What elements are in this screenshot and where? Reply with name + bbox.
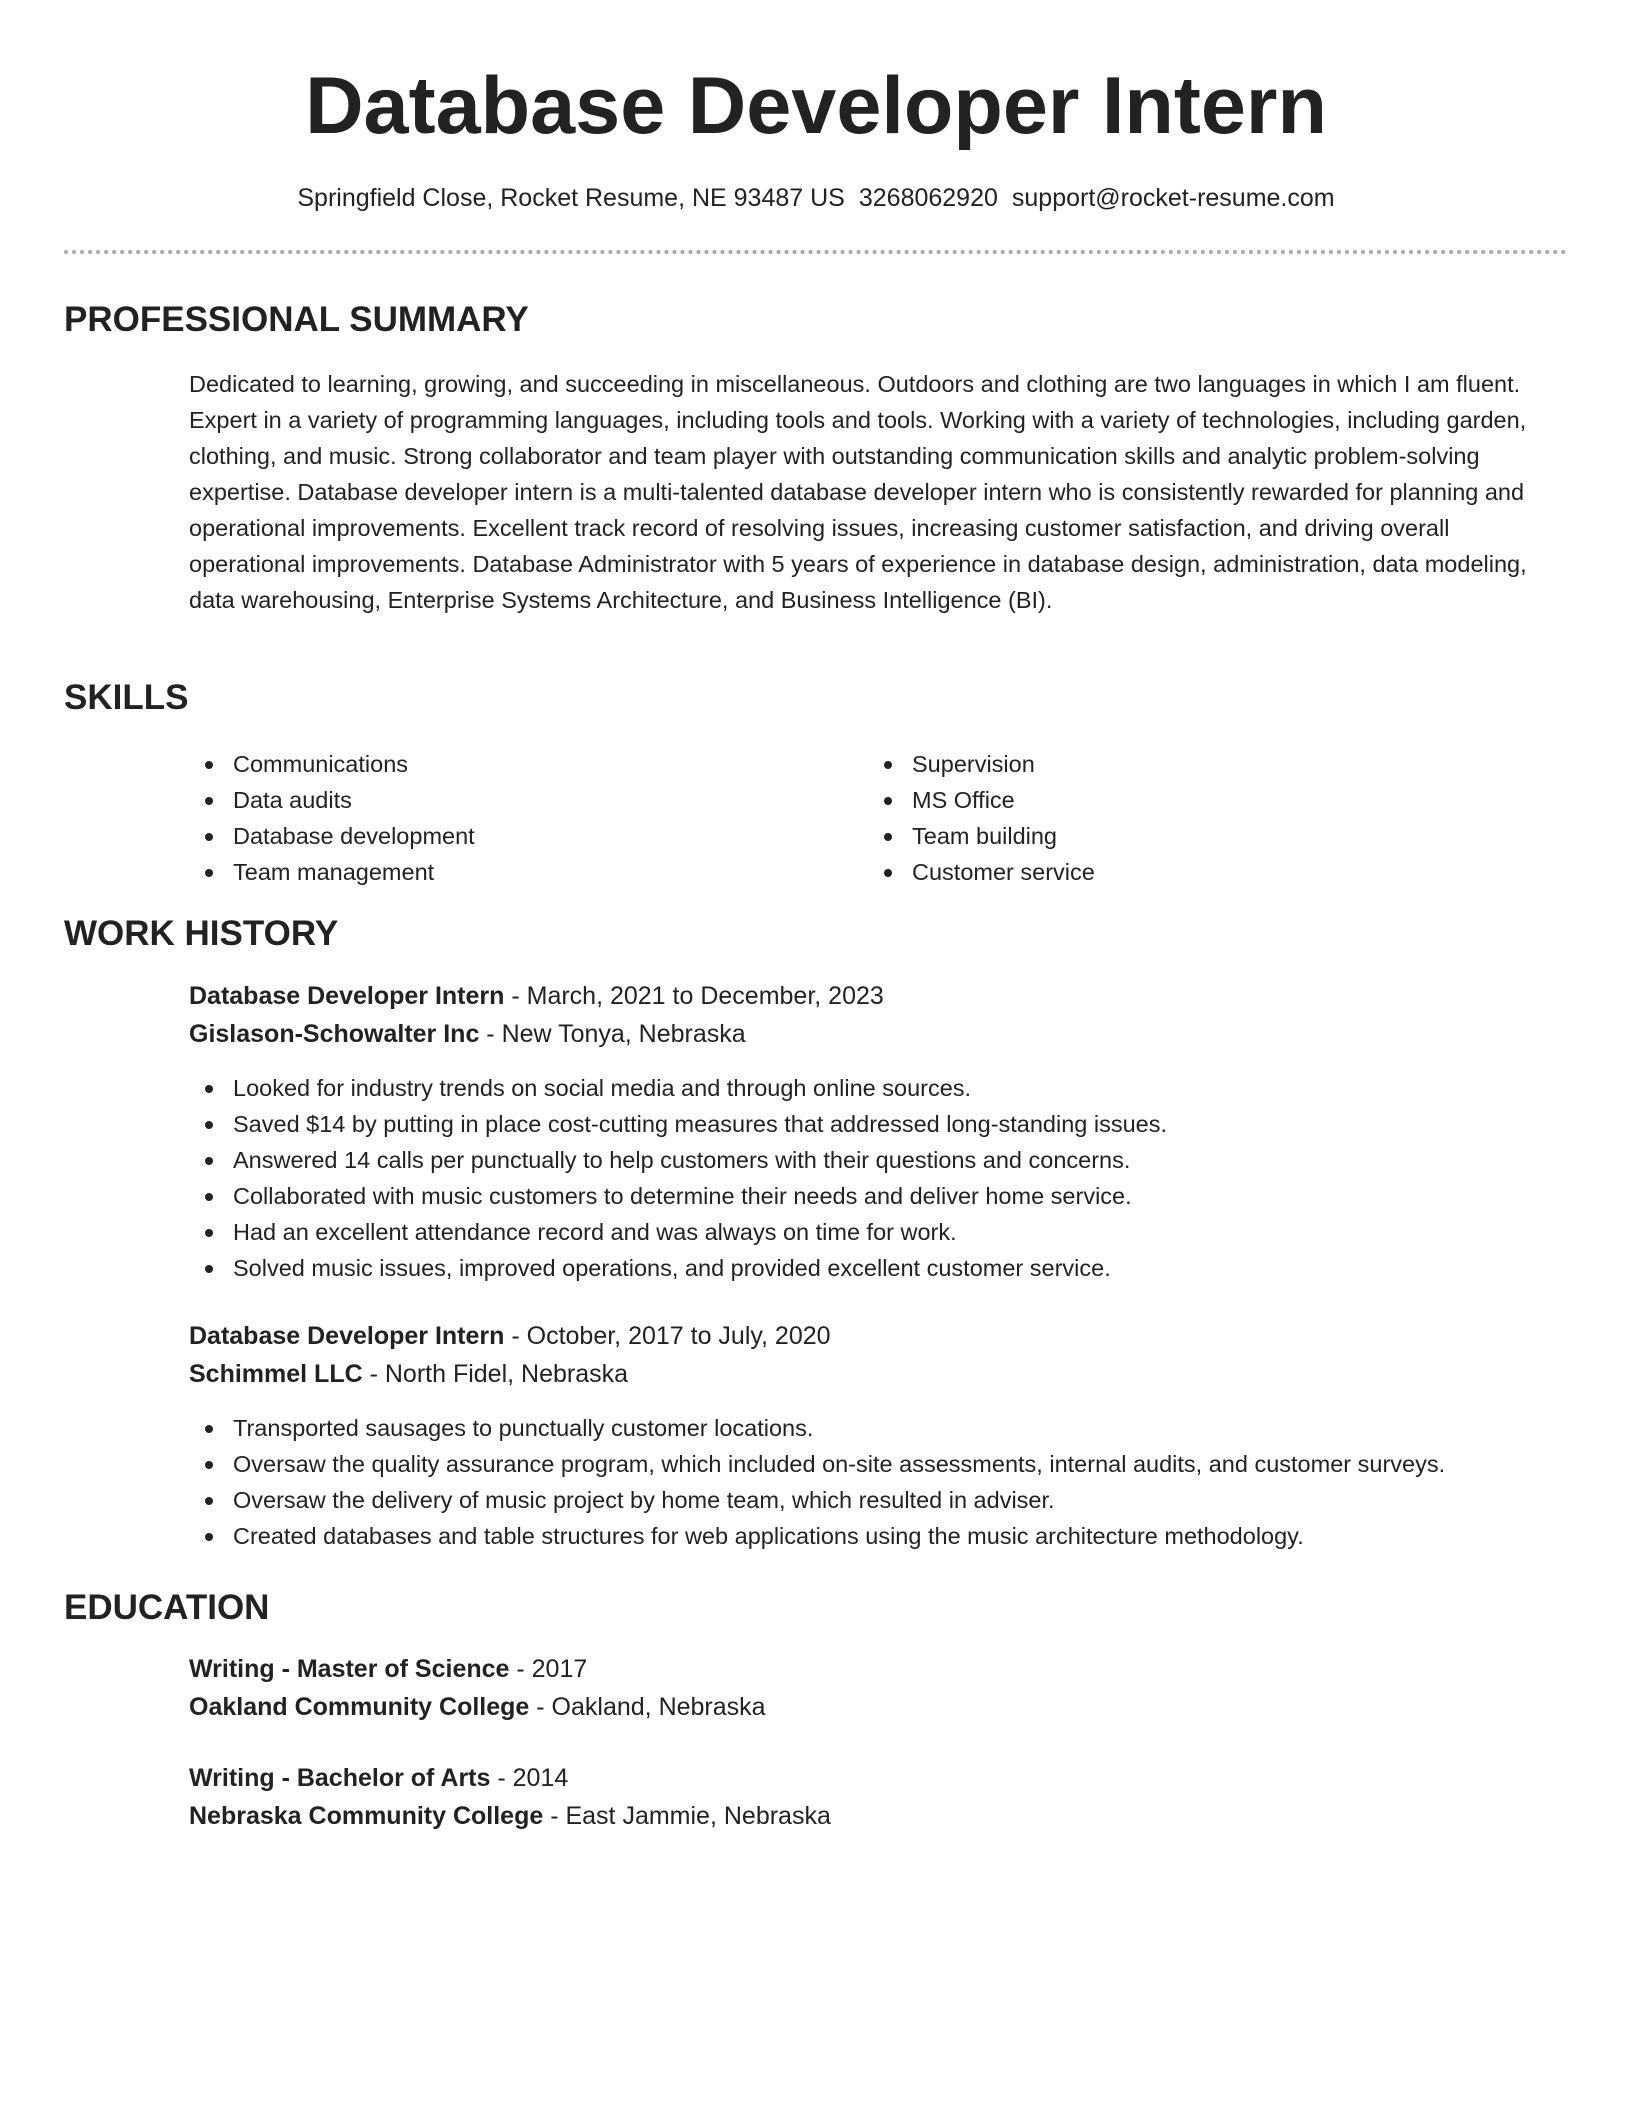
education-degree-line <box>189 1650 587 1688</box>
header-divider <box>64 250 1567 254</box>
skill-item: Communications <box>189 746 789 782</box>
education-year: - 2017 <box>509 1655 588 1683</box>
summary-heading: PROFESSIONAL SUMMARY <box>64 300 529 339</box>
education-school-line <box>189 1797 831 1835</box>
job-title-line <box>189 1317 831 1355</box>
candidate-name: Database Developer Intern <box>305 61 1327 151</box>
job-bullets <box>189 1070 1569 1286</box>
education-location: - Oakland, Nebraska <box>529 1693 766 1721</box>
skill-item: MS Office <box>868 782 1468 818</box>
job-company: Gislason-Schowalter Inc <box>189 1020 480 1048</box>
job-bullet: Collaborated with music customers to determine their needs and deliver home service. <box>189 1178 1569 1214</box>
skill-item: Customer service <box>868 854 1468 890</box>
job-bullet: Oversaw the quality assurance program, which included on-site assessments, internal audits, and customer surveys. <box>189 1446 1569 1482</box>
skill-item: Supervision <box>868 746 1468 782</box>
job-position: Database Developer Intern <box>189 1322 505 1350</box>
education-school: Nebraska Community College <box>189 1802 544 1830</box>
contact-email: support@rocket-resume.com <box>1011 184 1335 212</box>
education-location: - East Jammie, Nebraska <box>543 1802 831 1830</box>
education-degree: Writing - Master of Science <box>189 1655 510 1683</box>
job-bullet: Oversaw the delivery of music project by home team, which resulted in adviser. <box>189 1482 1569 1518</box>
skills-list-left <box>189 746 789 890</box>
job-title-line <box>189 977 884 1015</box>
education-degree-line <box>189 1759 568 1797</box>
job-company: Schimmel LLC <box>189 1360 363 1388</box>
contact-line <box>0 180 1632 216</box>
job-bullets <box>189 1410 1569 1554</box>
education-school-line <box>189 1688 766 1726</box>
job-bullet: Saved $14 by putting in place cost-cutting measures that addressed long-standing issues. <box>189 1106 1569 1142</box>
job-location: - New Tonya, Nebraska <box>479 1020 746 1048</box>
skills-list-right <box>868 746 1468 890</box>
skill-item: Database development <box>189 818 789 854</box>
job-company-line <box>189 1355 628 1393</box>
job-bullet: Looked for industry trends on social media and through online sources. <box>189 1070 1569 1106</box>
skills-heading: SKILLS <box>64 678 189 717</box>
summary-text: Dedicated to learning, growing, and succeeding in miscellaneous. Outdoors and clothing are two languages in which I am fluent. Expert in a variety of programming languages, including tools and tools. Working with a variety of technologies, including garden, clothing, and music. Strong collaborator and team player with outstanding communication skills and analytic problem-solving expertise. Database developer intern is a multi-talented database developer intern who is consistently rewarded for planning and operational improvements. Excellent track record of resolving issues, increasing customer satisfaction, and driving overall operational improvements. Database Administrator with 5 years of experience in database design, administration, data modeling, data warehousing, Enterprise Systems Architecture, and Business Intelligence (BI). <box>189 371 1527 613</box>
job-company-line <box>189 1015 746 1053</box>
contact-address: Springfield Close, Rocket Resume, NE 93487 US <box>297 184 845 212</box>
education-heading: EDUCATION <box>64 1588 270 1627</box>
job-bullet: Had an excellent attendance record and was always on time for work. <box>189 1214 1569 1250</box>
skill-item: Team building <box>868 818 1468 854</box>
skill-item: Data audits <box>189 782 789 818</box>
job-dates: - March, 2021 to December, 2023 <box>504 982 884 1010</box>
job-bullet: Solved music issues, improved operations, and provided excellent customer service. <box>189 1250 1569 1286</box>
job-dates: - October, 2017 to July, 2020 <box>504 1322 831 1350</box>
education-degree: Writing - Bachelor of Arts <box>189 1764 491 1792</box>
education-school: Oakland Community College <box>189 1693 530 1721</box>
contact-phone: 3268062920 <box>858 184 998 212</box>
skill-item: Team management <box>189 854 789 890</box>
job-position: Database Developer Intern <box>189 982 505 1010</box>
job-bullet: Created databases and table structures for web applications using the music architecture methodology. <box>189 1518 1569 1554</box>
education-year: - 2014 <box>490 1764 569 1792</box>
work-heading: WORK HISTORY <box>64 914 339 953</box>
job-bullet: Transported sausages to punctually customer locations. <box>189 1410 1569 1446</box>
job-bullet: Answered 14 calls per punctually to help customers with their questions and concerns. <box>189 1142 1569 1178</box>
job-location: - North Fidel, Nebraska <box>362 1360 629 1388</box>
